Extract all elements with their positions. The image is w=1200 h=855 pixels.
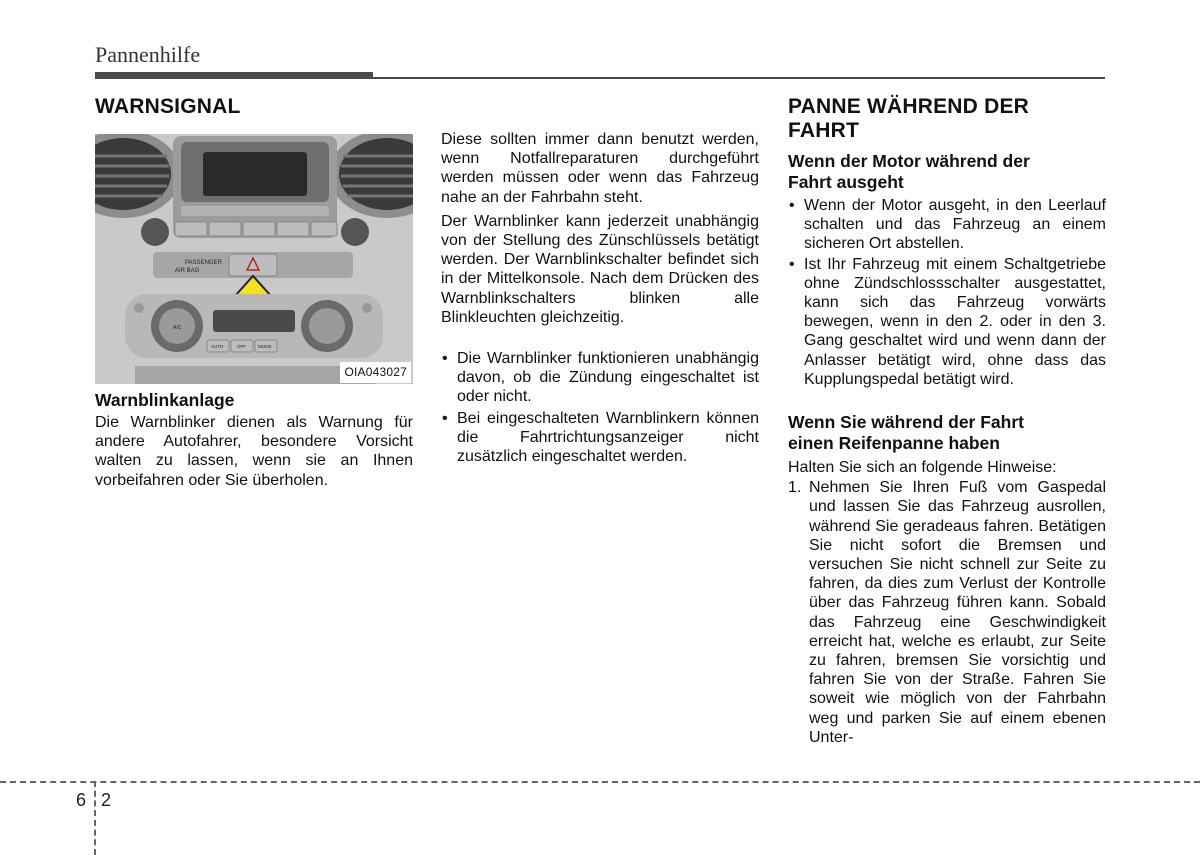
audio-knob-right [341, 218, 369, 246]
ac-button-label: A/C [173, 325, 182, 331]
mode-button-label: MODE [258, 344, 272, 349]
list-item: • Wenn der Motor ausgeht, in den Leerlauf schalten und das Fahrzeug an einem sicheren Ort abstellen. [788, 196, 1106, 254]
hazard-notes-list [441, 349, 759, 466]
footer-rule [0, 781, 1200, 783]
subheading-warnblinkanlage: Warnblinkanlage [95, 390, 235, 410]
subheading-reifenpanne-line2: einen Reifenpanne haben [788, 433, 1000, 454]
list-item: • Ist Ihr Fahrzeug mit einem Schaltgetriebe ohne Zündschlossschalter ausgestattet, kann sich das Fahrzeug vorwärts bewegen, wenn in den 2. oder in den 3. Gang geschaltet wird und wenn dann der Anlasser betätigt wird, ohne dass das Kupplungspedal betätigt wird. [788, 255, 1106, 389]
climate-display [213, 310, 295, 332]
right-column [788, 95, 1106, 747]
engine-stall-list [788, 196, 1106, 389]
section-heading-panne [788, 95, 1106, 143]
list-item [788, 478, 1106, 747]
section-heading-panne-line2: FAHRT [788, 119, 859, 142]
left-column [95, 95, 413, 490]
airbag-label-line2: AIR BAG [175, 268, 200, 274]
footer-divider [94, 781, 96, 855]
subheading-reifenpanne [788, 412, 1106, 454]
airbag-label-line1: PASSENGER [185, 260, 222, 266]
console-illustration [95, 134, 413, 384]
section-heading-warnsignal: WARNSIGNAL [95, 95, 241, 118]
warnblinkanlage-text: Die Warnblinker dienen als Warnung für andere Autofahrer, besondere Vorsicht walten zu lassen, wenn sie an Ihnen vorbeifahren oder Sie überholen. [95, 414, 413, 489]
console-photo [95, 134, 413, 384]
off-button-label: OFF [237, 344, 246, 349]
step-number: 1. [788, 479, 802, 497]
auto-button-label: AUTO [211, 344, 224, 349]
list-item: • Die Warnblinker funktionieren unabhängig davon, ob die Zündung eingeschaltet ist oder nicht. [441, 349, 759, 407]
reifenpanne-intro: Halten Sie sich an folgende Hinweise: [788, 459, 1057, 477]
subheading-motor-line2: Fahrt ausgeht [788, 172, 904, 192]
audio-knob-left [141, 218, 169, 246]
subheading-reifenpanne-line1: Wenn Sie während der Fahrt [788, 412, 1024, 433]
paragraph-usage: Diese sollten immer dann benutzt werden, wenn Notfallreparaturen durchgeführt werden müssen oder wenn das Fahrzeug nahe an der Fahrbahn steht. [441, 131, 759, 206]
subheading-motor-ausgeht [788, 151, 1106, 193]
paragraph-switch-location: Der Warnblinker kann jederzeit unabhängig von der Stellung des Zünschlüssels betätigt werden. Der Warnblinkschalter befindet sich in der Mittelkonsole. Nach dem Drücken des Warnblinkschalters blinken alle Blinkleuchten gleichzeitig. [441, 212, 759, 326]
flat-tire-steps [788, 478, 1106, 747]
chapter-number: 6 [76, 790, 87, 810]
section-heading-panne-line1: PANNE WÄHREND DER [788, 95, 1030, 118]
middle-column [441, 130, 759, 466]
subheading-motor-line1: Wenn der Motor während der [788, 151, 1030, 171]
page-number: 2 [101, 790, 112, 810]
header-rule-thin [373, 77, 1105, 79]
display-screen [203, 152, 307, 196]
figure-caption: OIA043027 [340, 362, 411, 383]
running-head: Pannenhilfe [95, 42, 201, 67]
step-text: Nehmen Sie Ihren Fuß vom Gaspedal und lassen Sie das Fahrzeug ausrollen, während Sie geradeaus fahren. Betätigen Sie nicht sofort die Bremsen und versuchen Sie nicht schnell zur Seite zu fahren, da dies zum Verlust der Kontrolle über das Fahrzeug führen kann. Sobald das Fahrzeug eine Geschwindigkeit erreicht hat, welche es erlaubt, zur Seite zu fahren, bremsen Sie vorsichtig und fahren Sie von der Straße. Fahren Sie soweit wie möglich von der Fahrbahn weg und parken Sie auf einem ebenen Unter- [809, 479, 1106, 746]
list-item: • Bei eingeschalteten Warnblinkern können die Fahrtrichtungsanzeiger nicht zusätzlich eingeschaltet werden. [441, 409, 759, 467]
header-rule-thick [95, 72, 373, 79]
